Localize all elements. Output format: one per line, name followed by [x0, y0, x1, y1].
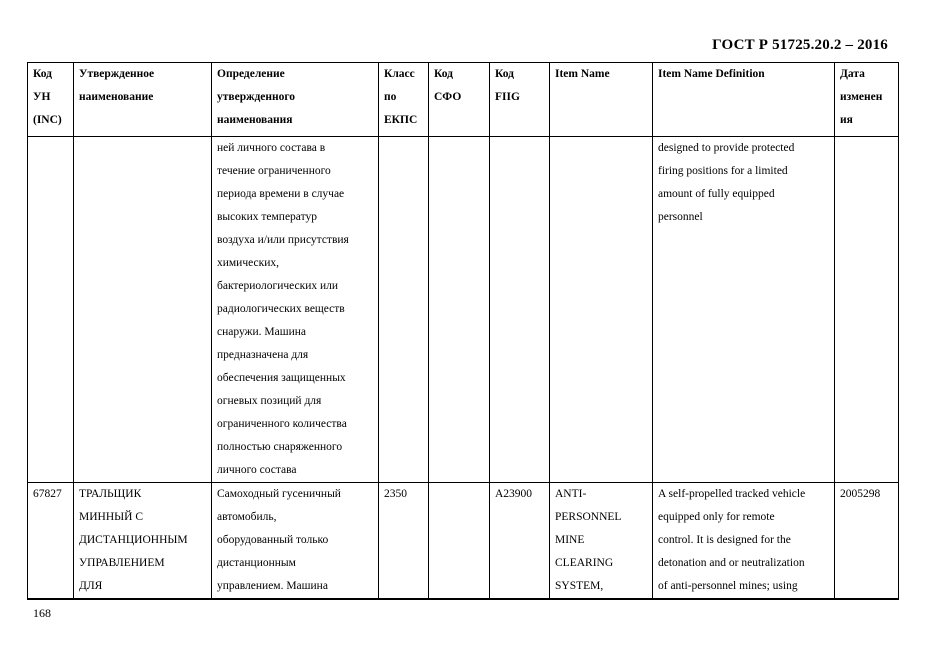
cell-sfo	[429, 483, 490, 600]
header-definition: Определение утвержденного наименования	[212, 63, 379, 137]
cell-date: 2005298	[835, 483, 899, 600]
cell-sfo	[429, 137, 490, 483]
cell-item-name-definition: designed to provide protected firing positions for a limited amount of fully equipped personnel	[653, 137, 835, 483]
header-date: Дата изменен ия	[835, 63, 899, 137]
cell-item-name	[550, 137, 653, 483]
table-row	[28, 137, 899, 483]
header-item-name-definition: Item Name Definition	[653, 63, 835, 137]
header-sfo: Код СФО	[429, 63, 490, 137]
cell-definition: ней личного состава в течение ограниченного периода времени в случае высоких температур воздуха и/или присутствия химических, бактериологических или радиологических веществ снаружи. Машина предназначена для обеспечения защищенных огневых позиций для ограниченного количества полностью снаряженного личного состава	[212, 137, 379, 483]
header-item-name: Item Name	[550, 63, 653, 137]
cell-fiig: A23900	[490, 483, 550, 600]
header-fiig: Код FIIG	[490, 63, 550, 137]
page-number: 168	[33, 606, 51, 620]
header-approved-name: Утвержденное наименование	[74, 63, 212, 137]
cell-class: 2350	[379, 483, 429, 600]
header-class: Класс по ЕКПС	[379, 63, 429, 137]
cell-definition: Самоходный гусеничный автомобиль, оборудованный только дистанционным управлением. Машина	[212, 483, 379, 600]
table-row	[28, 483, 899, 600]
header-inc: Код УН (INC)	[28, 63, 74, 137]
cell-approved-name	[74, 137, 212, 483]
cell-inc: 67827	[28, 483, 74, 600]
cell-fiig	[490, 137, 550, 483]
cell-item-name: ANTI- PERSONNEL MINE CLEARING SYSTEM,	[550, 483, 653, 600]
table-header-row	[28, 63, 899, 137]
cell-item-name-definition: A self-propelled tracked vehicle equipped only for remote control. It is designed for the detonation and or neutralization of anti-personnel mines; using	[653, 483, 835, 600]
cell-approved-name: ТРАЛЬЩИК МИННЫЙ С ДИСТАНЦИОННЫМ УПРАВЛЕНИЕМ ДЛЯ	[74, 483, 212, 600]
cell-class	[379, 137, 429, 483]
document-code: ГОСТ Р 51725.20.2 – 2016	[712, 37, 888, 53]
classification-table	[27, 62, 899, 600]
cell-date	[835, 137, 899, 483]
cell-inc	[28, 137, 74, 483]
